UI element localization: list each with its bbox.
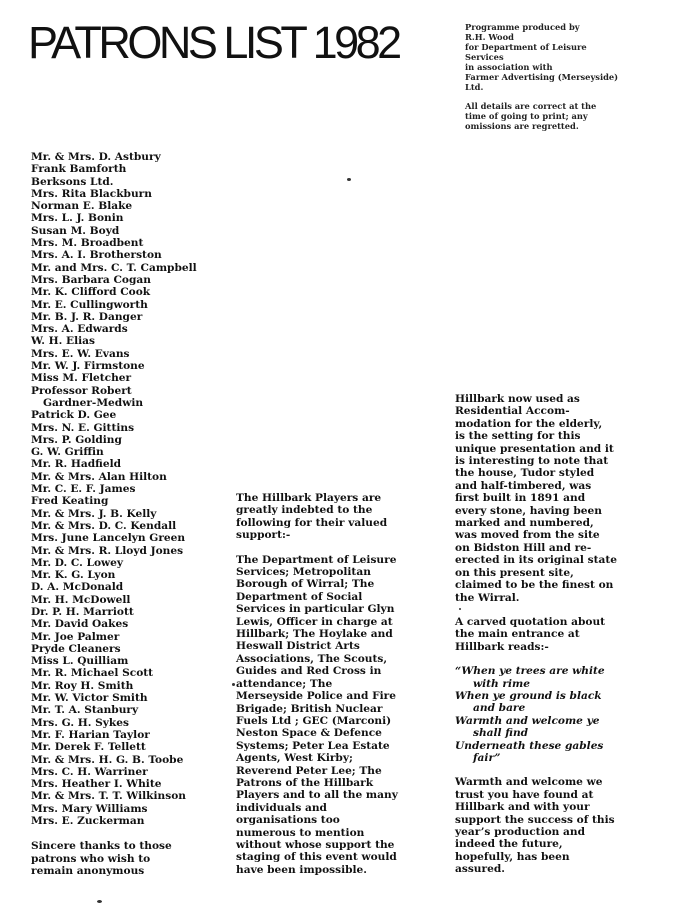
patron-name: Mrs. Rita Blackburn bbox=[31, 187, 152, 200]
scan-speck bbox=[459, 608, 461, 610]
patron-name: Mr. Derek F. Tellett bbox=[31, 741, 146, 754]
history-line: is the setting for this bbox=[455, 430, 581, 443]
intro-line: greatly indebted to the bbox=[236, 504, 373, 517]
patron-name: Mrs. Barbara Cogan bbox=[31, 273, 151, 286]
ack-line: Players and to all the many bbox=[236, 789, 398, 802]
ack-line: Brigade; British Nuclear bbox=[236, 702, 383, 715]
closing-line: support the success of this bbox=[455, 813, 615, 826]
quotation-intro-line: A carved quotation about bbox=[455, 615, 606, 628]
ack-line: Heswall District Arts bbox=[236, 640, 360, 653]
spacer bbox=[465, 92, 625, 101]
credit-line: R.H. Wood bbox=[465, 32, 514, 42]
history-line: erected in its original state bbox=[455, 554, 617, 567]
patron-name: Fred Keating bbox=[31, 495, 109, 508]
closing-line: year’s production and bbox=[455, 826, 586, 838]
history-line: modation for the elderly, bbox=[455, 417, 603, 430]
patron-name: Miss M. Fletcher bbox=[31, 372, 132, 385]
patron-name: Mr. David Oakes bbox=[31, 618, 129, 631]
credit-line: Ltd. bbox=[465, 82, 484, 92]
quote-line: When ye ground is black bbox=[455, 689, 602, 702]
patron-name: D. A. McDonald bbox=[31, 581, 124, 594]
patron-name: Norman E. Blake bbox=[31, 200, 133, 213]
closing-line: trust you have found at bbox=[455, 788, 594, 801]
thanks-line: Sincere thanks to those bbox=[31, 840, 172, 852]
patron-name: Mr. & Mrs. R. Lloyd Jones bbox=[31, 544, 184, 557]
patron-name: Mrs. E. Zuckerman bbox=[31, 815, 145, 828]
disclaimer-line: omissions are regretted. bbox=[465, 121, 579, 131]
closing-line: hopefully, has been bbox=[455, 850, 570, 863]
ack-line: Merseyside Police and Fire bbox=[236, 690, 396, 703]
quote-line: “When ye trees are white bbox=[455, 665, 605, 678]
patron-name: Mr. & Mrs. T. T. Wilkinson bbox=[31, 790, 186, 803]
history-line: on this present site, bbox=[455, 566, 574, 579]
scan-speck bbox=[97, 900, 102, 903]
closing-line: Warmth and welcome we bbox=[455, 776, 603, 789]
history-line: unique presentation and it bbox=[455, 442, 614, 455]
patron-name: Berksons Ltd. bbox=[31, 175, 114, 188]
anonymous-thanks bbox=[31, 840, 231, 878]
quote-line: shall find bbox=[473, 727, 529, 740]
credit-line: Programme produced by bbox=[465, 22, 580, 32]
quote-line: fair” bbox=[473, 751, 501, 764]
patron-name: Mrs. M. Broadbent bbox=[31, 237, 144, 250]
credit-line: for Department of Leisure bbox=[465, 42, 587, 52]
patron-name: Mrs. E. W. Evans bbox=[31, 347, 130, 360]
spacer bbox=[236, 542, 436, 554]
ack-line: Associations, The Scouts, bbox=[236, 652, 388, 665]
ack-line: The Department of Leisure bbox=[236, 553, 397, 566]
patron-name: Mr. & Mrs. Alan Hilton bbox=[31, 470, 167, 483]
ack-line: Department of Social bbox=[236, 590, 363, 603]
history-line: Residential Accom- bbox=[455, 405, 570, 418]
patron-name: Mrs. L. J. Bonin bbox=[31, 212, 124, 225]
patron-name: Mr. W. J. Firmstone bbox=[31, 360, 145, 373]
intro-line: support:- bbox=[236, 529, 291, 542]
ack-line: Services in particular Glyn bbox=[236, 603, 395, 616]
patron-name: Mr. & Mrs. D. Astbury bbox=[31, 151, 161, 163]
patron-name: Mrs. C. H. Warriner bbox=[31, 765, 148, 778]
patron-name: Mrs. G. H. Sykes bbox=[31, 716, 129, 729]
patron-name: Mr. T. A. Stanbury bbox=[31, 704, 139, 717]
patron-name: Mr. D. C. Lowey bbox=[31, 556, 124, 569]
patron-name: Mrs. N. E. Gittins bbox=[31, 421, 135, 434]
history-line: is interesting to note that bbox=[455, 455, 609, 468]
patron-name: Mr. & Mrs. H. G. B. Toobe bbox=[31, 753, 184, 766]
quotation-intro-line: the main entrance at bbox=[455, 628, 580, 641]
ack-line: Reverend Peter Lee; The bbox=[236, 764, 382, 777]
patron-name: G. W. Griffin bbox=[31, 446, 104, 459]
ack-line: Neston Space & Defence bbox=[236, 727, 382, 740]
ack-line: Systems; Peter Lea Estate bbox=[236, 739, 390, 752]
acknowledgements-column bbox=[236, 492, 436, 876]
credit-line: Farmer Advertising (Merseyside) bbox=[465, 72, 619, 82]
ack-line: numerous to mention bbox=[236, 826, 365, 839]
patron-name: Mr. W. Victor Smith bbox=[31, 692, 148, 705]
patron-name-continued: Gardner-Medwin bbox=[43, 396, 144, 409]
disclaimer-line: All details are correct at the bbox=[465, 101, 597, 111]
ack-line: organisations too bbox=[236, 814, 340, 827]
patron-name: Dr. P. H. Marriott bbox=[31, 605, 134, 618]
quote-line: and bare bbox=[473, 702, 526, 715]
patron-name: Mr. R. Hadfield bbox=[31, 458, 122, 471]
patron-name: Mrs. A. Edwards bbox=[31, 323, 128, 336]
closing-line: Hillbark and with your bbox=[455, 801, 590, 814]
patron-name: Mrs. June Lancelyn Green bbox=[31, 532, 186, 545]
ack-line: attendance; The bbox=[236, 677, 333, 690]
intro-line: following for their valued bbox=[236, 516, 388, 529]
history-line: marked and numbered, bbox=[455, 517, 594, 530]
spacer bbox=[455, 653, 655, 665]
spacer bbox=[455, 604, 655, 616]
history-line: every stone, having been bbox=[455, 504, 602, 517]
patron-name: Mr. and Mrs. C. T. Campbell bbox=[31, 261, 197, 274]
disclaimer-line: time of going to print; any bbox=[465, 111, 588, 121]
closing-line: indeed the future, bbox=[455, 838, 563, 851]
quote-line: with rime bbox=[473, 677, 530, 690]
ack-line: Fuels Ltd ; GEC (Marconi) bbox=[236, 714, 392, 727]
patron-name: Mr. E. Cullingworth bbox=[31, 298, 148, 311]
patron-name: Mrs. P. Golding bbox=[31, 433, 122, 446]
patron-name: Miss L. Quilliam bbox=[31, 655, 129, 668]
thanks-line: patrons who wish to bbox=[31, 852, 151, 865]
patron-name: Mrs. Heather I. White bbox=[31, 778, 162, 791]
patron-name: Mrs. Mary Williams bbox=[31, 802, 148, 815]
patron-name: Mr. C. E. F. James bbox=[31, 483, 136, 496]
patron-name: Mr. Roy H. Smith bbox=[31, 679, 134, 692]
credit-line: Services bbox=[465, 52, 504, 62]
patron-name: Mr. R. Michael Scott bbox=[31, 667, 154, 680]
patron-name: Mrs. A. I. Brotherston bbox=[31, 249, 162, 262]
spacer bbox=[455, 764, 655, 776]
ack-line: Hillbark; The Hoylake and bbox=[236, 628, 393, 641]
scan-speck bbox=[347, 178, 351, 181]
patron-name: Mr. K. G. Lyon bbox=[31, 569, 116, 582]
quote-line: Underneath these gables bbox=[455, 739, 604, 752]
ack-line: Guides and Red Cross in bbox=[236, 665, 382, 678]
ack-line: Borough of Wirral; The bbox=[236, 578, 375, 591]
patrons-list bbox=[31, 151, 231, 827]
patron-name: Mr. H. McDowell bbox=[31, 593, 131, 606]
history-line: on Bidston Hill and re- bbox=[455, 541, 592, 554]
quotation-intro-line: Hillbark reads:- bbox=[455, 640, 549, 653]
history-line: Hillbark now used as bbox=[455, 393, 580, 405]
ack-line: staging of this event would bbox=[236, 851, 397, 864]
ack-line: Services; Metropolitan bbox=[236, 566, 371, 579]
hillbark-column bbox=[455, 393, 655, 876]
ack-line: have been impossible. bbox=[236, 863, 367, 876]
ack-line: without whose support the bbox=[236, 838, 395, 851]
history-line: and half-timbered, was bbox=[455, 479, 592, 492]
ack-line: Patrons of the Hillbark bbox=[236, 776, 374, 789]
thanks-line: remain anonymous bbox=[31, 865, 145, 878]
patron-name: Susan M. Boyd bbox=[31, 224, 120, 237]
history-line: first built in 1891 and bbox=[455, 492, 586, 505]
scan-speck bbox=[232, 683, 235, 686]
credit-line: in association with bbox=[465, 62, 553, 72]
ack-line: Agents, West Kirby; bbox=[236, 752, 353, 765]
patron-name: W. H. Elias bbox=[31, 335, 95, 348]
patron-name: Mr. B. J. R. Danger bbox=[31, 310, 143, 323]
patron-name: Professor Robert bbox=[31, 384, 132, 397]
patron-name: Mr. & Mrs. D. C. Kendall bbox=[31, 519, 177, 532]
patron-name: Mr. Joe Palmer bbox=[31, 630, 120, 643]
closing-line: assured. bbox=[455, 863, 505, 876]
patron-name: Patrick D. Gee bbox=[31, 409, 117, 422]
ack-line: individuals and bbox=[236, 801, 327, 814]
production-credits bbox=[465, 22, 625, 131]
history-line: the Wirral. bbox=[455, 591, 520, 604]
history-line: the house, Tudor styled bbox=[455, 467, 595, 480]
page-title: PATRONS LIST 1982 bbox=[28, 17, 399, 68]
history-line: was moved from the site bbox=[455, 529, 600, 542]
history-line: claimed to be the finest on bbox=[455, 579, 614, 592]
patron-name: Pryde Cleaners bbox=[31, 642, 121, 655]
patron-name: Mr. K. Clifford Cook bbox=[31, 286, 151, 299]
patron-name: Mr. F. Harian Taylor bbox=[31, 728, 150, 741]
patron-name: Mr. & Mrs. J. B. Kelly bbox=[31, 507, 157, 520]
patron-name: Frank Bamforth bbox=[31, 163, 127, 176]
ack-line: Lewis, Officer in charge at bbox=[236, 615, 393, 628]
quote-line: Warmth and welcome ye bbox=[455, 714, 600, 727]
intro-line: The Hillbark Players are bbox=[236, 492, 382, 504]
